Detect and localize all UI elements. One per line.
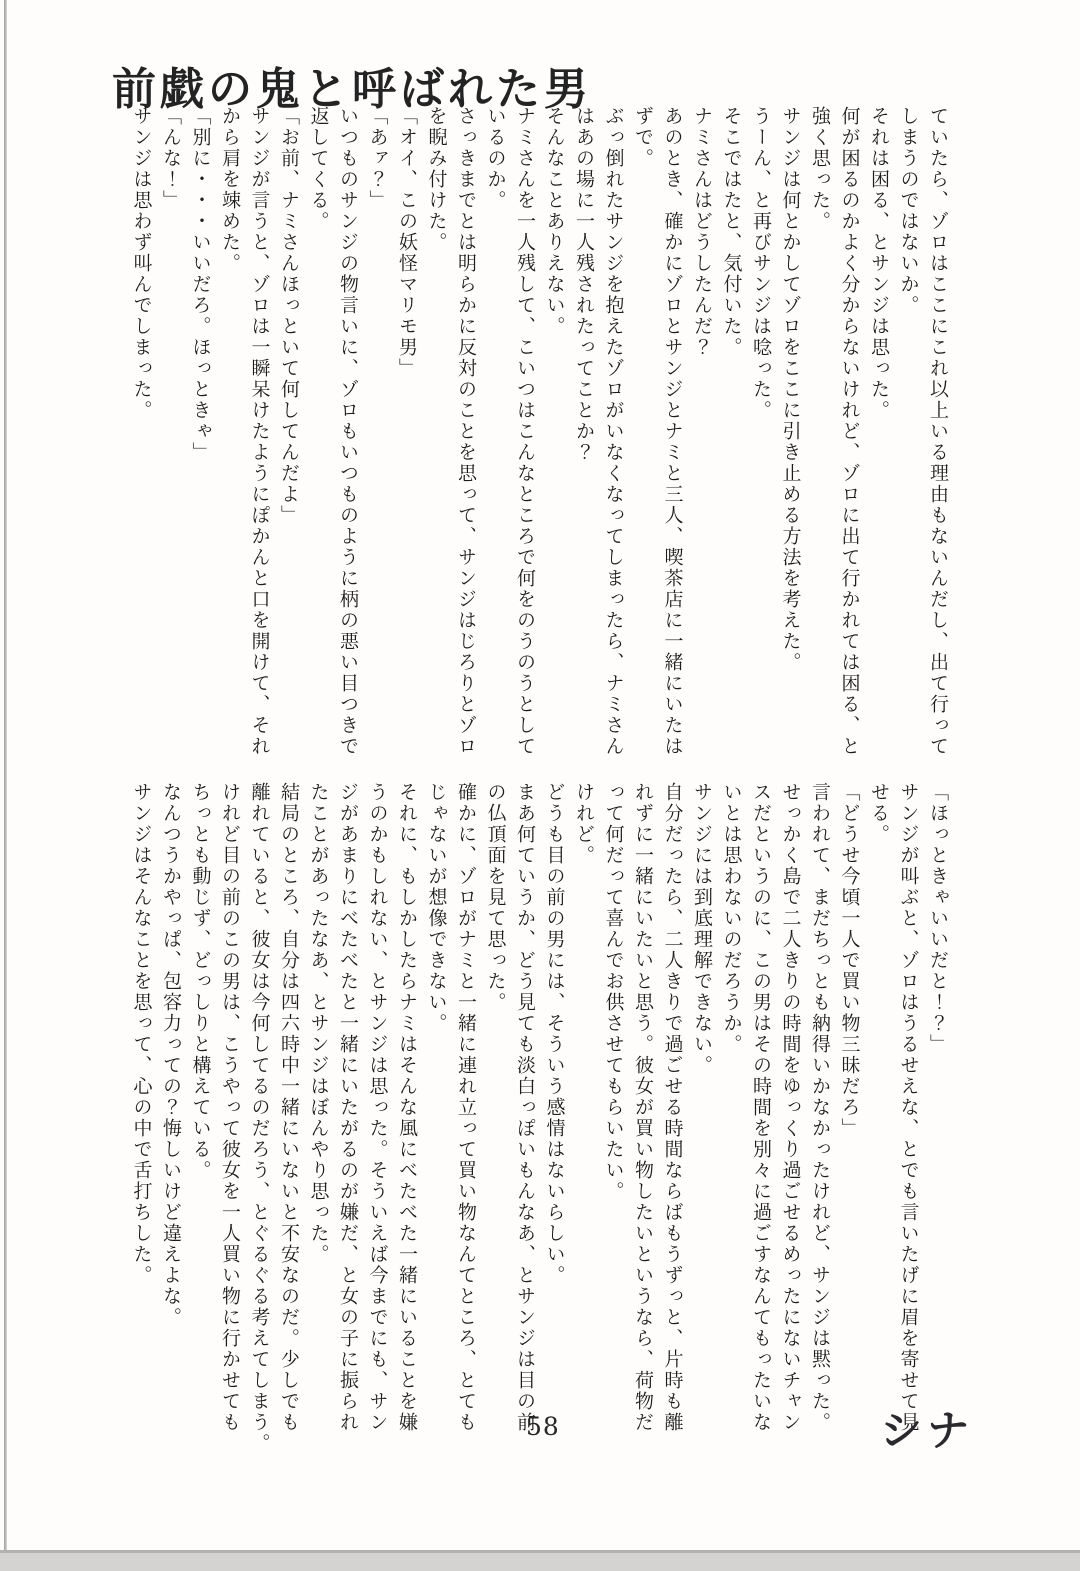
text-block-top (126, 106, 952, 766)
text-column: サンジが言うと、ゾロは一瞬呆けたようにぽかんと口を開けて、それ (248, 106, 271, 757)
text-column: 何が困るのかよく分からないけれど、ゾロに出て行かれては困る、と (838, 106, 861, 757)
text-column: を睨み付けた。 (425, 106, 448, 253)
text-column: ていたら、ゾロはここにこれ以上いる理由もないんだし、出て行って (927, 106, 949, 757)
text-column: どうも目の前の男には、そういう感情はないらしい。 (543, 782, 566, 1286)
text-column: ずで。 (632, 106, 654, 169)
text-column: うーん、と再びサンジは唸った。 (750, 106, 772, 421)
text-column: せっかく島で二人きりの時間をゆっくり過ごせるめったにないチャン (779, 782, 802, 1433)
text-column: しまうのではないか。 (897, 106, 920, 316)
text-column: いつものサンジの物言いに、ゾロもいつものように柄の悪い目つきで (337, 106, 359, 757)
text-column: ナミさんを一人残して、こいつはこんなところで何をのうのうとして (514, 106, 536, 757)
text-column: けれど。 (573, 782, 595, 866)
text-column: それに、もしかしたらナミはそんな風にべたべた一緒にいることを嫌 (396, 782, 418, 1433)
text-column: せる。 (868, 782, 890, 845)
text-column: いるのか。 (484, 106, 507, 211)
text-column: 「お前、ナミさんほっといて何してんだよ」 (278, 106, 300, 526)
text-column: なんつうかやっぱ、包容力っての？悔しいけど違えよな。 (160, 782, 182, 1328)
text-column: はあの場に一人残されたってことか？ (573, 106, 595, 463)
text-column: サンジには到底理解できない。 (691, 782, 713, 1076)
text-column: 「別に・・・いいだろ。ほっときゃ」 (189, 106, 212, 463)
text-column: ナミさんはどうしたんだ？ (691, 106, 713, 358)
text-column: サンジが叫ぶと、ゾロはうるせえな、とでも言いたげに眉を寄せて見 (897, 782, 920, 1433)
text-column: 強く思った。 (809, 106, 831, 232)
text-column: 確かに、ゾロがナミと一緒に連れ立って買い物なんてところ、とても (455, 782, 477, 1433)
text-column: ちっとも動じず、どっしりと構えている。 (189, 782, 212, 1181)
page-number: 58 (526, 1412, 560, 1441)
text-column: そんなことありえない。 (543, 106, 566, 337)
text-column: いとは思わないのだろうか。 (720, 782, 743, 1055)
page-title: 前戯の鬼と呼ばれた男 (112, 64, 592, 116)
text-column: サンジは何とかしてゾロをここに引き止める方法を考えた。 (779, 106, 802, 673)
text-column: 離れていると、彼女は今何してるのだろう、とぐるぐる考えてしまう。 (248, 782, 271, 1454)
scan-edge-left (4, 0, 7, 1552)
text-column: れずに一緒にいたいと思う。彼女が買い物したいというなら、荷物だ (632, 782, 654, 1433)
text-column: 「んな！」 (160, 106, 182, 211)
text-column: 返してくる。 (307, 106, 330, 232)
text-column: から肩を竦めた。 (219, 106, 241, 274)
text-column: の仏頂面を見て思った。 (484, 782, 507, 1013)
text-column: 自分だったら、二人きりで過ごせる時間ならばもうずっと、片時も離 (661, 782, 684, 1433)
text-block-bottom (126, 782, 952, 1454)
text-column: たことがあったなあ、とサンジはぼんやり思った。 (307, 782, 330, 1265)
text-column: けれど目の前のこの男は、こうやって彼女を一人買い物に行かせても (219, 782, 241, 1433)
text-column: 言われて、まだちっとも納得いかなかったけれど、サンジは黙った。 (809, 782, 831, 1433)
text-column: ジがあまりにべたべたと一緒にいたがるのが嫌だ、と女の子に振られ (337, 782, 359, 1433)
text-column: まあ何ていうか、どう見ても淡白っぽいもんなあ、とサンジは目の前 (514, 782, 536, 1433)
catchword: シナ (880, 1406, 975, 1455)
text-column: うのかもしれない、とサンジは思った。そういえば今までにも、サン (366, 782, 389, 1433)
text-column: サンジはそんなことを思って、心の中で舌打ちした。 (130, 782, 153, 1286)
text-column: って何だって喜んでお供させてもらいたい。 (602, 782, 625, 1202)
text-column: サンジは思わず叫んでしまった。 (130, 106, 153, 421)
text-column: それは困る、とサンジは思った。 (868, 106, 890, 421)
text-column: あのとき、確かにゾロとサンジとナミと三人、喫茶店に一緒にいたは (661, 106, 684, 757)
text-column: ぶっ倒れたサンジを抱えたゾロがいなくなってしまったら、ナミさん (602, 106, 625, 757)
text-column: じゃないが想像できない。 (425, 782, 448, 1034)
text-column: 「オイ、この妖怪マリモ男」 (396, 106, 418, 379)
text-column: さっきまでとは明らかに反対のことを思って、サンジはじろりとゾロ (455, 106, 477, 757)
text-column: 「どうせ今頃一人で買い物三昧だろ」 (838, 782, 861, 1139)
text-column: 結局のところ、自分は四六時中一緒にいないと不安なのだ。少しでも (278, 782, 300, 1433)
text-column: 「ほっときゃいいだと！？」 (927, 782, 949, 1055)
text-column: スだというのに、この男はその時間を別々に過ごすなんてもったいな (750, 782, 772, 1433)
text-column: そこではたと、気付いた。 (720, 106, 743, 358)
text-column: 「あァ？」 (366, 106, 389, 211)
scan-edge-bottom (0, 1550, 1080, 1571)
